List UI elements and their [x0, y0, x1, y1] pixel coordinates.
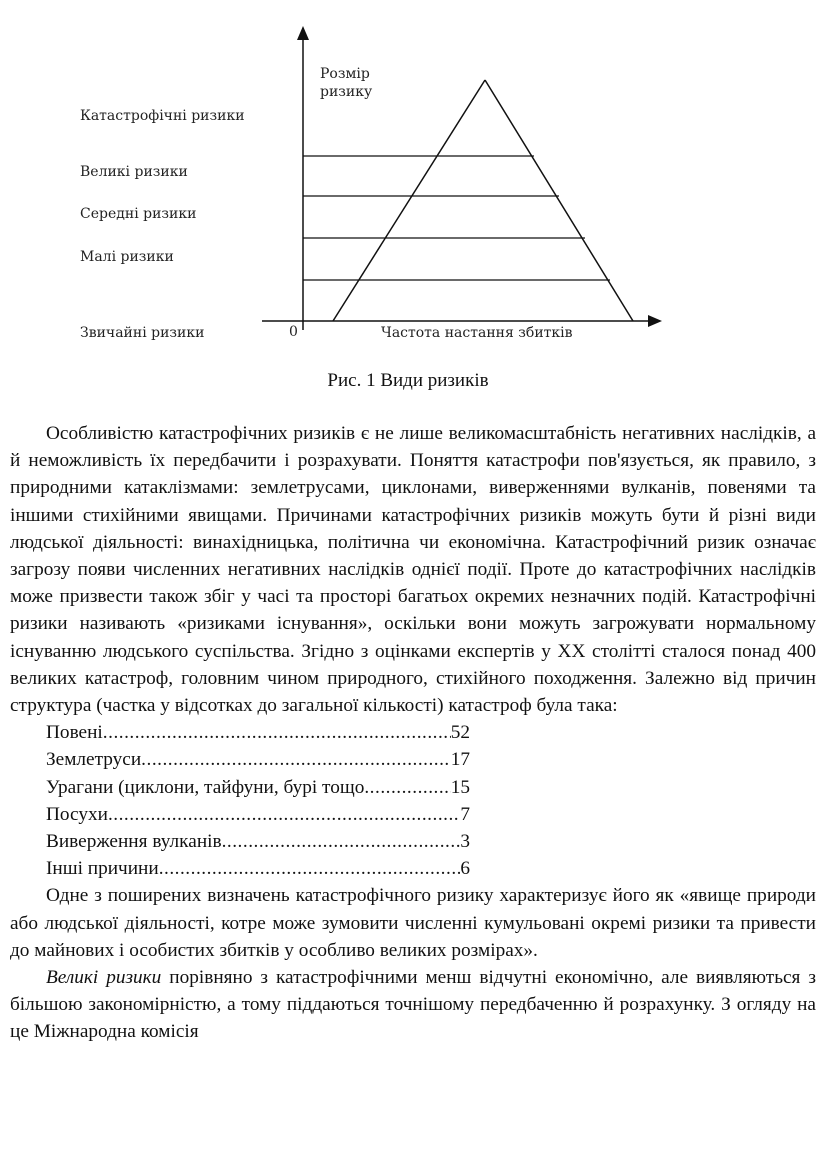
- list-item-value: 15: [450, 776, 470, 798]
- paragraph-3-italic-term: Великі ризики: [46, 967, 162, 989]
- figure-caption: Рис. 1 Види ризиків: [327, 370, 489, 391]
- paragraph-1: Особливістю катастрофічних ризиків є не лише великомасштабність негативних наслідків, а й неможливість їх передбачити і розрахувати. Поняття катастрофи пов'язується, як правило, з природними катаклізмами: землетрусами, циклонами, виверженнями вулканів, повенями та іншими стихійними явищами. Причинами катастрофічних ризиків можуть бути й різні види людської діяльності: винахідницька, політична чи економічна. Катастрофічний ризик означає загрозу появи численних негативних наслідків однієї події. Проте до катастрофічних наслідків може призвести також збіг у часі та просторі багатьох окремих незначних подій. Катастрофічні ризики називають «ризиками існування», оскільки вони можуть загрожувати нормальному існуванню людського суспільства. Згідно з оцінками експертів у XX столітті сталося понад 400 великих катастроф, головним чином природного, стихійного походження. Залежно від причин структура (частка у відсотках до загальної кількості) катастроф була така:: [10, 423, 816, 717]
- paragraph-3: [10, 964, 816, 1046]
- pyramid-left-edge: [333, 80, 485, 321]
- pyramid-right-edge: [485, 80, 633, 321]
- risk-pyramid-figure: [0, 0, 816, 350]
- level-label-medium: Середні ризики: [80, 206, 197, 222]
- level-label-small: Малі ризики: [80, 249, 174, 265]
- y-axis-label-line2: ризику: [320, 84, 373, 100]
- y-axis-arrow: [297, 26, 309, 40]
- paragraph-2: Одне з поширених визначень катастрофічного ризику характеризує його як «явище природи або людської діяльності, котре може зумовити численні кумульовані окремі ризики та привести до майнових і особистих збитків у особливо великих розмірах».: [10, 885, 816, 961]
- list-item-label: Інші причини: [46, 858, 159, 880]
- origin-label: 0: [289, 324, 298, 340]
- y-axis-label-line1: Розмір: [320, 66, 370, 82]
- catastrophe-structure-list: [10, 719, 816, 882]
- level-label-catastrophic: Катастрофічні ризики: [80, 108, 245, 124]
- list-item-value: 17: [450, 749, 470, 771]
- list-item: [46, 774, 470, 801]
- list-item: [46, 801, 470, 828]
- list-item-label: Землетруси: [46, 749, 142, 771]
- paragraph-3-text: порівняно з катастрофічними менш відчутні економічно, але виявляються з більшою закономірністю, а тому піддаються точнішому передбаченню й розрахунку. З огляду на це Міжнародна комісія: [10, 967, 816, 1043]
- level-label-ordinary: Звичайні ризики: [80, 325, 205, 341]
- list-item-value: 3: [460, 831, 470, 853]
- list-item-label: Урагани (циклони, тайфуни, бурі тощо: [46, 776, 365, 798]
- list-item: [46, 828, 470, 855]
- list-item-value: 52: [450, 722, 470, 744]
- body-text: [10, 420, 816, 1046]
- list-item-value: 6: [460, 858, 470, 880]
- x-axis-label: Частота настання збитків: [381, 325, 573, 341]
- list-item: [46, 746, 470, 773]
- x-axis-arrow: [648, 315, 662, 327]
- level-label-large: Великі ризики: [80, 164, 188, 180]
- list-item-label: Повені: [46, 722, 103, 744]
- list-item: [46, 855, 470, 882]
- list-item-label: Виверження вулканів: [46, 831, 222, 853]
- list-item-label: Посухи: [46, 803, 108, 825]
- list-item: [46, 719, 470, 746]
- list-item-value: 7: [460, 803, 470, 825]
